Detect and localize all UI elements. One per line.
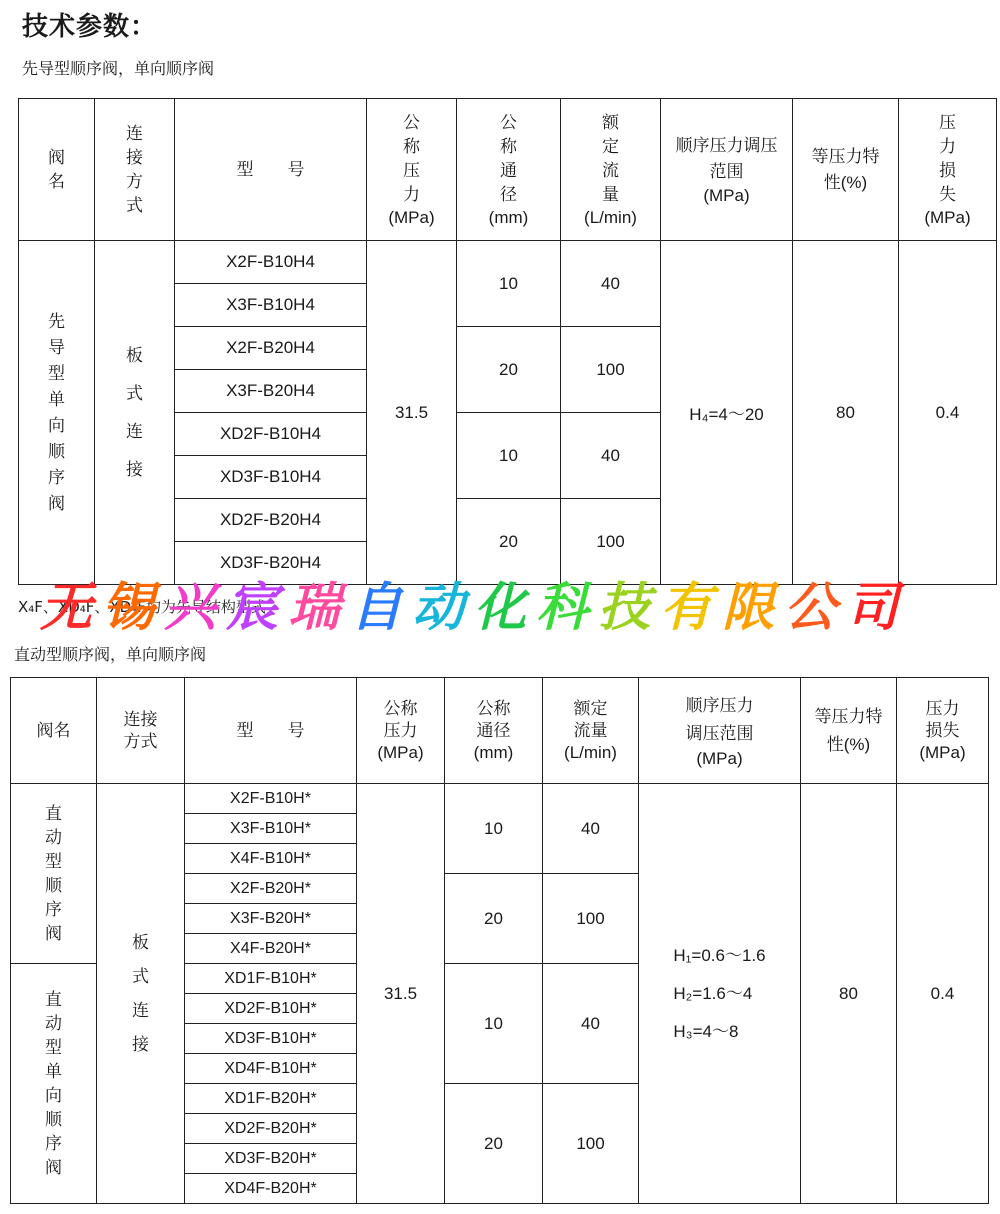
- model-cell: XD2F-B10H4: [175, 413, 367, 456]
- bore-cell: 10: [445, 964, 543, 1084]
- range-cell: [639, 784, 801, 1204]
- flow-cell: 40: [543, 784, 639, 874]
- watermark-char: 动: [412, 577, 469, 638]
- flow-cell: 40: [543, 964, 639, 1084]
- header-flow-text: 额定流量: [602, 112, 619, 204]
- flow-cell: 100: [543, 874, 639, 964]
- header-range: [639, 678, 801, 784]
- header-loss-unit: (MPa): [924, 207, 971, 227]
- header-loss-text: 压力损失: [925, 698, 960, 740]
- connection-text: 板式连接: [132, 932, 149, 1054]
- header-model: [175, 99, 367, 241]
- bore-cell: 10: [457, 413, 561, 499]
- watermark-char: 自: [350, 577, 407, 638]
- header-valve-name: [19, 99, 95, 241]
- header-connection: [97, 678, 185, 784]
- valve-name-text: 直动型单向顺序阀: [45, 989, 62, 1177]
- header-flow-text: 额定流量: [573, 698, 608, 740]
- header-range-unit: (MPa): [703, 185, 750, 205]
- watermark-char: 兴: [164, 577, 221, 638]
- section2-subtitle: 直动型顺序阀，单向顺序阀: [14, 645, 207, 664]
- connection-text: 板式连接: [126, 345, 143, 479]
- bore-cell: 20: [445, 1084, 543, 1204]
- header-bore-unit: (mm): [488, 207, 529, 227]
- model-cell: X2F-B10H4: [175, 241, 367, 284]
- header-range-text: 顺序压力调压范围: [675, 135, 778, 181]
- company-watermark: [40, 578, 908, 638]
- bore-cell: 20: [457, 327, 561, 413]
- watermark-char: 有: [660, 577, 717, 638]
- header-bore-text: 公称通径: [476, 698, 511, 740]
- header-flow-unit: (L/min): [584, 207, 637, 227]
- model-cell: X3F-B10H4: [175, 284, 367, 327]
- header-connection: [95, 99, 175, 241]
- model-cell: X2F-B20H4: [175, 327, 367, 370]
- valve-name-cell: [11, 964, 97, 1204]
- connection-cell: [97, 784, 185, 1204]
- bore-cell: 10: [457, 241, 561, 327]
- header-flow: [543, 678, 639, 784]
- header-connection-text: 连接方式: [126, 123, 143, 215]
- header-connection-text: 连接方式: [123, 709, 158, 751]
- header-valve-name: [11, 678, 97, 784]
- header-bore: [457, 99, 561, 241]
- watermark-char: 技: [598, 577, 655, 638]
- header-pressure-unit: (MPa): [388, 207, 435, 227]
- model-cell: XD3F-B10H4: [175, 456, 367, 499]
- bore-cell: 20: [445, 874, 543, 964]
- pressure-cell: 31.5: [367, 241, 457, 585]
- header-loss: [899, 99, 997, 241]
- loss-cell: 0.4: [897, 784, 989, 1204]
- watermark-char: 限: [722, 577, 779, 638]
- header-pressure-text: 公称压力: [383, 698, 418, 740]
- header-bore-unit: (mm): [473, 742, 514, 762]
- model-cell: XD3F-B20H4: [175, 542, 367, 585]
- header-loss-unit: (MPa): [919, 742, 966, 762]
- model-cell: XD3F-B20H*: [185, 1144, 357, 1174]
- header-loss-text: 压力损失: [939, 112, 956, 204]
- header-equal-pressure: [793, 99, 899, 241]
- model-cell: X2F-B20H*: [185, 874, 357, 904]
- watermark-char: 瑞: [288, 577, 345, 638]
- valve-name-text: 直动型顺序阀: [45, 803, 62, 943]
- watermark-char: 无: [40, 577, 97, 638]
- model-cell: XD4F-B10H*: [185, 1054, 357, 1084]
- valve-name-cell: [11, 784, 97, 964]
- header-range-text: 顺序压力调压范围: [685, 695, 754, 743]
- header-pressure: [367, 99, 457, 241]
- header-bore: [445, 678, 543, 784]
- range-h2: H₂=1.6～4: [673, 983, 753, 1003]
- watermark-char: 科: [536, 577, 593, 638]
- model-cell: X4F-B10H*: [185, 844, 357, 874]
- flow-cell: 100: [561, 327, 661, 413]
- model-cell: X2F-B10H*: [185, 784, 357, 814]
- range-list: [673, 937, 765, 1051]
- bore-cell: 10: [445, 784, 543, 874]
- header-loss: [897, 678, 989, 784]
- header-pressure: [357, 678, 445, 784]
- header-flow: [561, 99, 661, 241]
- pilot-valve-spec-table: [18, 98, 997, 585]
- watermark-char: 司: [846, 577, 903, 638]
- header-pressure-text: 公称压力: [403, 112, 420, 204]
- model-cell: X3F-B10H*: [185, 814, 357, 844]
- watermark-char: 宸: [226, 577, 283, 638]
- model-cell: XD1F-B20H*: [185, 1084, 357, 1114]
- flow-cell: 100: [561, 499, 661, 585]
- page-title: 技术参数：: [22, 12, 158, 42]
- header-flow-unit: (L/min): [564, 742, 617, 762]
- range-cell: H₄=4～20: [661, 241, 793, 585]
- header-equal-pressure-text: 等压力特性(%): [811, 146, 880, 192]
- flow-cell: 100: [543, 1084, 639, 1204]
- watermark-char: 公: [784, 577, 841, 638]
- header-range: [661, 99, 793, 241]
- watermark-char: 锡: [102, 577, 159, 638]
- bore-cell: 20: [457, 499, 561, 585]
- valve-name-cell: [19, 241, 95, 585]
- watermark-char: 化: [474, 577, 531, 638]
- model-cell: X3F-B20H*: [185, 904, 357, 934]
- direct-valve-spec-table: [10, 677, 989, 1204]
- model-cell: XD1F-B10H*: [185, 964, 357, 994]
- header-valve-name-text: 阀名: [48, 147, 65, 191]
- header-model-text: 型 号: [236, 159, 305, 179]
- model-cell: X3F-B20H4: [175, 370, 367, 413]
- header-model-text: 型 号: [236, 720, 305, 740]
- equal-pressure-cell: 80: [801, 784, 897, 1204]
- range-h3: H₃=4～8: [673, 1021, 739, 1041]
- header-valve-name-text: 阀名: [36, 720, 71, 740]
- header-equal-pressure: [801, 678, 897, 784]
- model-cell: X4F-B20H*: [185, 934, 357, 964]
- section1-subtitle: 先导型顺序阀，单向顺序阀: [22, 59, 215, 78]
- header-equal-pressure-text: 等压力特性(%): [814, 706, 883, 754]
- range-h1: H₁=0.6～1.6: [673, 945, 766, 965]
- model-cell: XD2F-B20H*: [185, 1114, 357, 1144]
- header-range-unit: (MPa): [696, 748, 743, 768]
- header-pressure-unit: (MPa): [377, 742, 424, 762]
- model-cell: XD2F-B20H4: [175, 499, 367, 542]
- flow-cell: 40: [561, 241, 661, 327]
- model-cell: XD3F-B10H*: [185, 1024, 357, 1054]
- model-cell: XD2F-B10H*: [185, 994, 357, 1024]
- flow-cell: 40: [561, 413, 661, 499]
- loss-cell: 0.4: [899, 241, 997, 585]
- structure-note: X₄F、XD₄F、XD₄F均为先导结构型式: [18, 598, 266, 616]
- equal-pressure-cell: 80: [793, 241, 899, 585]
- valve-name-text: 先导型单向顺序阀: [48, 311, 65, 513]
- pressure-cell: 31.5: [357, 784, 445, 1204]
- header-bore-text: 公称通径: [500, 112, 517, 204]
- header-model: [185, 678, 357, 784]
- connection-cell: [95, 241, 175, 585]
- model-cell: XD4F-B20H*: [185, 1174, 357, 1204]
